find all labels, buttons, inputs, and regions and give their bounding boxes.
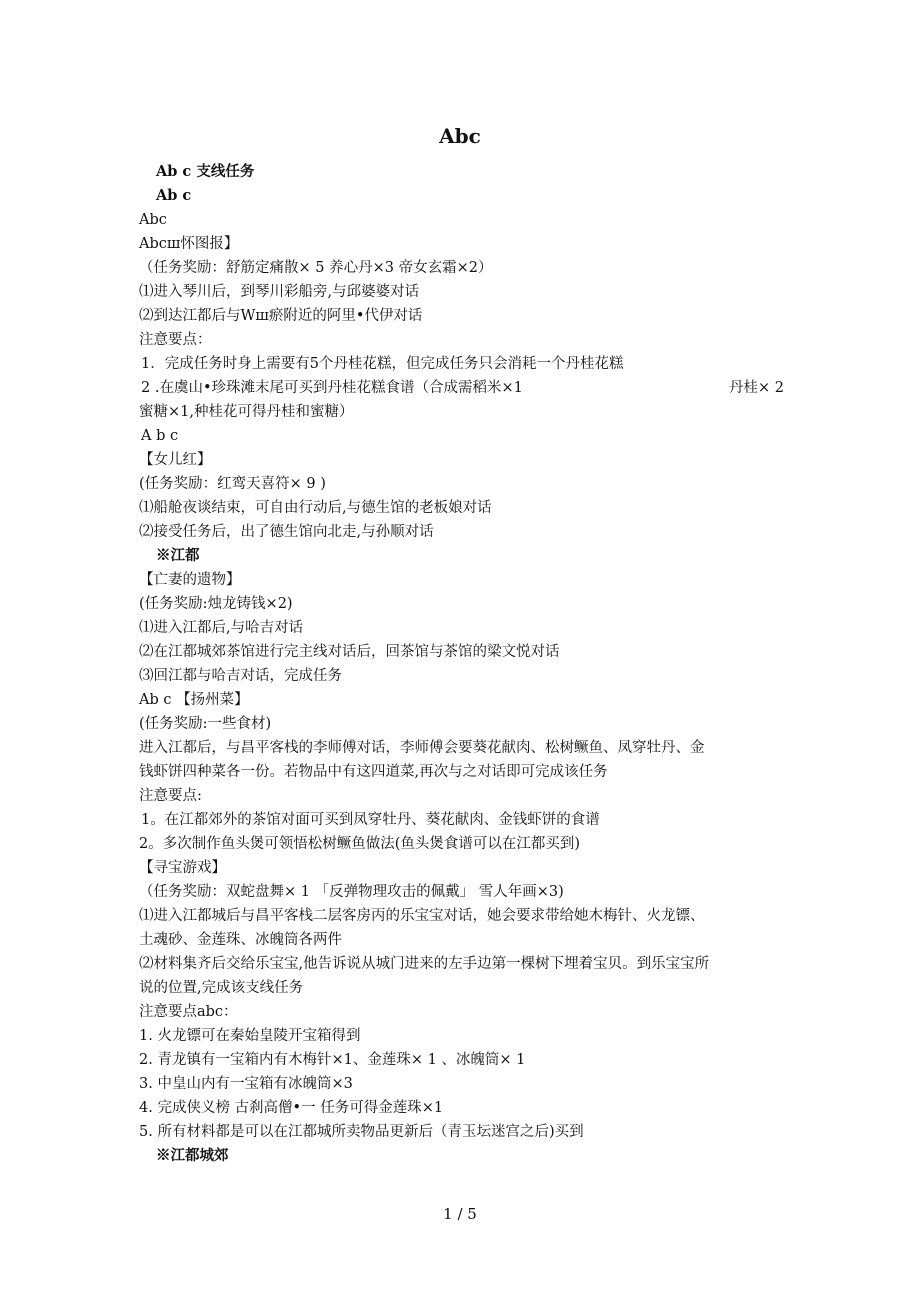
section-heading: Ab c 支线任务 bbox=[156, 163, 255, 180]
note-item: 1．完成任务时身上需要有5个丹桂花糕，但完成任务只会消耗一个丹桂花糕 bbox=[141, 356, 624, 372]
quest-step: ⑵材料集齐后交给乐宝宝,他告诉说从城门进来的左手边第一棵树下埋着宝贝。到乐宝宝所 bbox=[139, 956, 710, 972]
note-item: 1。在江都郊外的茶馆对面可买到凤穿牡丹、葵花献肉、金钱虾饼的食谱 bbox=[141, 812, 600, 828]
quest-step: ⑴进入琴川后，到琴川彩船旁,与邱婆婆对话 bbox=[139, 284, 420, 300]
note-item: 2。多次制作鱼头煲可领悟松树鳜鱼做法(鱼头煲食谱可以在江都买到) bbox=[139, 836, 581, 852]
notes-heading: 注意要点: bbox=[139, 788, 202, 804]
numbered-note: 4. 完成侠义榜 古刹高僧•一 任务可得金莲珠×1 bbox=[139, 1100, 444, 1116]
location-heading: ※江都 bbox=[156, 547, 200, 564]
notes-heading: 注意要点： bbox=[139, 332, 212, 348]
location-heading: ※江都城郊 bbox=[156, 1147, 229, 1164]
text-line: A b c bbox=[141, 428, 179, 444]
notes-heading: 注意要点abc： bbox=[139, 1004, 238, 1020]
numbered-note: 1. 火龙镖可在秦始皇陵开宝箱得到 bbox=[139, 1028, 361, 1044]
quest-step: ⑴进入江都城后与昌平客栈二层客房丙的乐宝宝对话，她会要求带给她木梅针、火龙镖、 bbox=[139, 908, 705, 924]
quest-step: ⑵到达江都后与Wш瘀附近的阿里•代伊对话 bbox=[139, 308, 423, 324]
quest-reward: (任务奖励：红鸾天喜符× 9 ) bbox=[139, 476, 326, 492]
quest-reward: （任务奖励：舒筋定痛散× 5 养心丹×3 帝女玄霜×2） bbox=[139, 260, 493, 276]
quest-title: 【女儿红】 bbox=[139, 452, 212, 468]
numbered-note: 5. 所有材料都是可以在江都城所卖物品更新后（青玉坛迷宫之后)买到 bbox=[139, 1124, 584, 1140]
quest-step-continued: 土魂砂、金莲珠、冰魄筒各两件 bbox=[139, 932, 342, 948]
quest-step: ⑴船舱夜谈结束，可自由行动后,与德生馆的老板娘对话 bbox=[139, 500, 492, 516]
quest-step: ⑶回江都与哈吉对话，完成任务 bbox=[139, 668, 342, 684]
text-line: Abc bbox=[139, 212, 167, 228]
quest-title: Ab c 【扬州菜】 bbox=[139, 692, 249, 708]
quest-step-continued: 说的位置,完成该支线任务 bbox=[139, 980, 304, 996]
quest-step: ⑴进入江都后,与哈吉对话 bbox=[139, 620, 304, 636]
quest-reward: (任务奖励:一些食材) bbox=[139, 716, 272, 732]
note-item-continued: 蜜糖×1,种桂花可得丹桂和蜜糖） bbox=[139, 404, 354, 420]
quest-title: 【寻宝游戏】 bbox=[139, 860, 226, 876]
quest-reward: （任务奖励：双蛇盘舞× 1 「反弹物理攻击的佩戴」 雪人年画×3) bbox=[139, 884, 564, 900]
numbered-note: 3. 中皇山内有一宝箱有冰魄筒×3 bbox=[139, 1076, 353, 1092]
quest-step: ⑵接受任务后，出了德生馆向北走,与孙顺对话 bbox=[139, 524, 434, 540]
note-item-text: 2 .在虞山•珍珠滩末尾可买到丹桂花糕食谱（合成需稻米×1 bbox=[141, 380, 523, 396]
quest-description: 钱虾饼四种菜各一份。若物品中有这四道菜,再次与之对话即可完成该任务 bbox=[139, 764, 608, 780]
document-body bbox=[139, 160, 784, 1168]
quest-step: ⑵在江都城郊茶馆进行完主线对话后，回茶馆与茶馆的梁文悦对话 bbox=[139, 644, 560, 660]
quest-reward: (任务奖励:烛龙铸钱×2) bbox=[139, 596, 293, 612]
note-item bbox=[139, 376, 784, 400]
page-number: 1 / 5 bbox=[443, 1205, 477, 1223]
quest-title: Abcш怀图报】 bbox=[139, 236, 239, 252]
numbered-note: 2. 青龙镇有一宝箱内有木梅针×1、金莲珠× 1 、冰魄筒× 1 bbox=[139, 1052, 526, 1068]
quest-description: 进入江都后，与昌平客栈的李师傅对话，李师傅会要葵花献肉、松树鳜鱼、凤穿牡丹、金 bbox=[139, 740, 705, 756]
quest-title: 【亡妻的遗物】 bbox=[139, 572, 241, 588]
subsection-heading: Ab c bbox=[156, 187, 192, 204]
page-title: Abc bbox=[439, 124, 481, 148]
note-item-text-end: 丹桂× 2 bbox=[729, 380, 784, 396]
